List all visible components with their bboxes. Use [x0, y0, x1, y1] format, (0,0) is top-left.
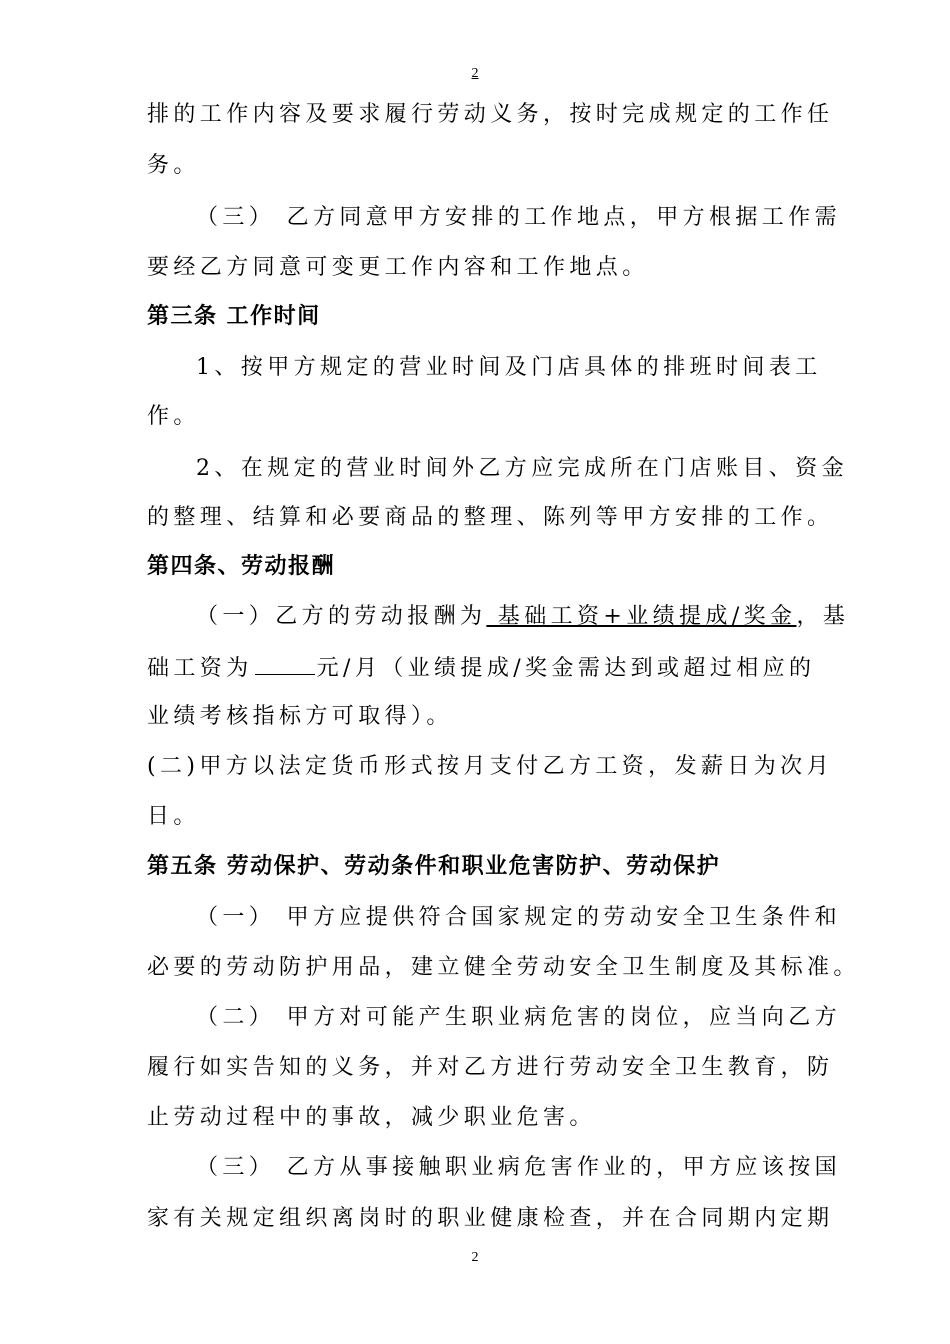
salary-line [196, 602, 849, 632]
text-line: 作。 [147, 404, 200, 429]
base-salary-label: 础工资为 [147, 656, 253, 681]
base-salary-blank [255, 652, 315, 675]
text-line: 履行如实告知的义务，并对乙方进行劳动安全卫生教育，防 [147, 1055, 834, 1080]
article-heading-5: 第五条 劳动保护、劳动条件和职业危害防护、劳动保护 [147, 854, 721, 879]
text-line: (二)甲方以法定货币形式按月支付乙方工资，发薪日为次月 [147, 754, 833, 779]
text-line: （一） 甲方应提供符合国家规定的劳动安全卫生条件和 [196, 905, 841, 930]
text-line: （三） 乙方同意甲方安排的工作地点，甲方根据工作需 [196, 205, 841, 230]
text-line: 业绩考核指标方可取得）。 [147, 704, 453, 729]
page-number-bottom: 2 [471, 1250, 479, 1265]
text-line: 2、在规定的营业时间外乙方应完成所在门店账目、资金 [196, 456, 848, 481]
text-line: （三） 乙方从事接触职业病危害作业的，甲方应该按国 [196, 1155, 841, 1180]
text-line: （二） 甲方对可能产生职业病危害的岗位，应当向乙方 [196, 1005, 841, 1030]
text-line: 日。 [147, 804, 200, 829]
base-salary-suffix: 元/月（业绩提成/奖金需达到或超过相应的 [316, 656, 816, 681]
article-heading-3: 第三条 工作时间 [147, 304, 321, 329]
text-line: 家有关规定组织离岗时的职业健康检查，并在合同期内定期 [147, 1206, 834, 1231]
text-line: 的整理、结算和必要商品的整理、陈列等甲方安排的工作。 [147, 505, 834, 530]
salary-suffix: ，基 [796, 604, 850, 629]
salary-label: （一）乙方的劳动报酬为 [196, 604, 487, 629]
text-line: 止劳动过程中的事故，减少职业危害。 [147, 1105, 596, 1130]
salary-structure-underlined: 基础工资+业绩提成/奖金 [486, 604, 797, 629]
article-heading-4: 第四条、劳动报酬 [147, 554, 336, 579]
text-line: 必要的劳动防护用品，建立健全劳动安全卫生制度及其标准。 [147, 955, 860, 980]
page-number-top: 2 [471, 66, 479, 81]
text-line: 要经乙方同意可变更工作内容和工作地点。 [147, 255, 649, 280]
base-salary-line [147, 652, 815, 684]
text-line: 排的工作内容及要求履行劳动义务，按时完成规定的工作任 [147, 102, 834, 127]
text-line: 1、按甲方规定的营业时间及门店具体的排班时间表工 [196, 355, 822, 380]
text-line: 务。 [147, 153, 200, 178]
